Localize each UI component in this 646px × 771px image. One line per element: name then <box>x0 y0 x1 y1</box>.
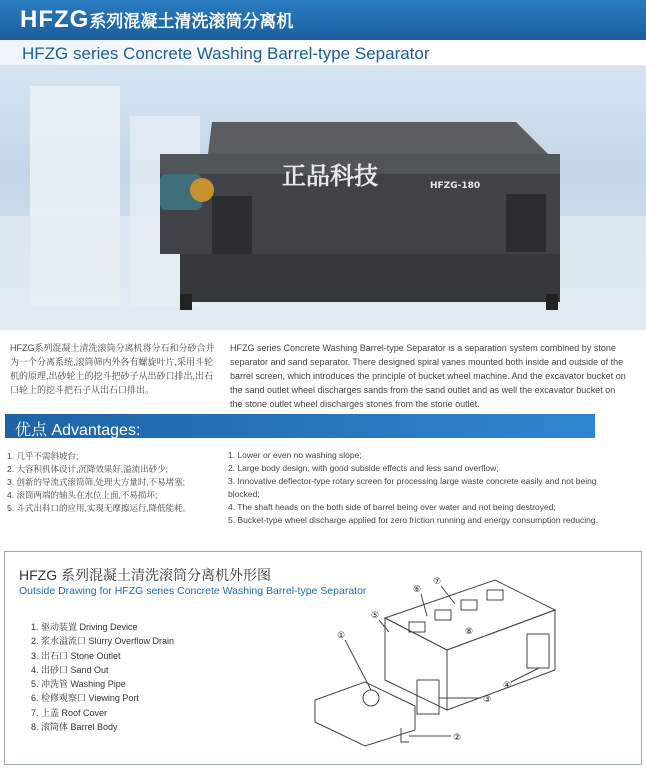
list-item: 2. 大容积机体设计,沉降效果好,溢流出砂少; <box>7 464 169 474</box>
barrel-side-face <box>447 610 555 710</box>
list-item: 1. Lower or even no washing slope; <box>228 450 362 460</box>
list-item: 5. Bucket-type wheel discharge applied for zero friction running and energy consumption reducing. <box>228 515 598 525</box>
machine-roof <box>208 122 548 154</box>
roof-cover-outline <box>385 580 555 650</box>
list-item: 5. 斗式出料口的应用,实现无摩擦运行,降低能耗。 <box>7 503 192 513</box>
outside-drawing-panel <box>4 551 642 765</box>
advantages-title: 优点 Advantages: <box>15 422 141 439</box>
drive-device-outline <box>363 690 379 706</box>
brand-logo-text: 正品科技 <box>282 162 378 190</box>
list-item: 3. Innovative deflector-type rotary screen for processing large waste concrete easily and not being blocked; <box>228 476 597 499</box>
list-item: 2. Large body design, with good subside effects and less sand overflow; <box>228 463 499 473</box>
drawing-title-cn: HFZG 系列混凝土清洗滚筒分离机外形图 <box>19 567 271 583</box>
callout-3: ③ <box>483 695 492 705</box>
drive-base-outline <box>315 682 415 746</box>
callout-8: ⑧ <box>465 627 474 637</box>
page-title-en: HFZG series Concrete Washing Barrel-type Separator <box>22 44 430 63</box>
separator-machine-illustration <box>0 66 646 330</box>
title-cn-text: 系列混凝土清洗滚筒分离机 <box>89 12 294 31</box>
legend-item: 7. 上盖 Roof Cover <box>31 707 108 718</box>
header-band <box>0 0 646 40</box>
machine-foot <box>546 294 558 310</box>
legend-item: 8. 滚筒体 Barrel Body <box>31 722 118 733</box>
legend-item: 6. 检修观察口 Viewing Port <box>31 693 139 704</box>
list-item: 1. 几乎不需斜坡台; <box>7 451 79 461</box>
callout-7: ⑦ <box>433 577 442 587</box>
model-plate: HFZG-180 <box>430 181 481 191</box>
viewing-port-outline <box>487 590 503 600</box>
viewing-port-outline <box>435 610 451 620</box>
sand-outlet-right <box>506 194 546 252</box>
leader-line <box>345 640 371 690</box>
advantages-list-cn <box>7 450 222 515</box>
viewing-port-outline <box>409 622 425 632</box>
page-title-cn <box>20 6 293 34</box>
callout-6: ⑥ <box>413 585 422 595</box>
list-item: 3. 创新的导流式滚筒筛,处理大方量时,不易堵塞; <box>7 477 186 487</box>
model-code: HFZG <box>20 6 90 33</box>
subtitle-strip <box>0 40 646 66</box>
sand-outlet-outline <box>527 634 549 668</box>
viewing-port-outline <box>461 600 477 610</box>
advantages-list-en <box>228 449 600 527</box>
leader-line <box>511 668 539 682</box>
product-photo <box>0 66 646 330</box>
overflow-drain-outline <box>401 728 409 742</box>
advantages-header <box>5 414 595 438</box>
list-item: 4. The shaft heads on the both side of barrel being over water and not being destroyed; <box>228 502 556 512</box>
legend-item: 3. 出石口 Stone Outlet <box>31 650 121 661</box>
legend-item: 4. 出砂口 Sand Out <box>31 664 109 675</box>
machine-foot <box>180 294 192 310</box>
callout-5: ⑤ <box>371 611 380 621</box>
callout-2: ② <box>453 733 462 743</box>
parts-legend <box>31 620 174 734</box>
drawing-title-en: Outside Drawing for HFZG series Concrete Washing Barrel-type Separator <box>19 585 367 597</box>
machine-lower-body <box>180 254 560 302</box>
stone-outlet-left <box>212 196 252 256</box>
list-item: 4. 滚筒两端的轴头在水位上面,不易损坏; <box>7 490 158 500</box>
leader-line <box>379 620 389 632</box>
intro-text-cn: HFZG系列混凝土清洗滚筒分离机将分石和分砂合并为一个分离系统,滚筒筛内外各有螺旋叶片,采用斗轮机的原理,出砂轮上的挖斗把砂子从出砂口排出,出石口轮上的挖斗把石子从出石口排出。 <box>10 343 215 395</box>
legend-item: 1. 驱动装置 Driving Device <box>31 622 138 632</box>
intro-text-en: HFZG series Concrete Washing Barrel-type Separator is a separation system combined by stone separator and sand separator. There designed spiral vanes mounted both inside and outside of the barrel screen, which introduces the principle of bucket wheel machine. And the excavator bucket on the sand outlet wheel discharges sands from the sand outlet and as well the excavator bucket on the stone outlet wheel discharges stones from the stone outlet. <box>230 343 626 409</box>
drive-pulley <box>190 178 214 202</box>
callout-4: ④ <box>503 681 512 691</box>
line-drawing <box>305 570 635 760</box>
legend-item: 5. 冲洗管 Washing Pipe <box>31 679 126 690</box>
legend-item: 2. 浆水溢流口 Slurry Overflow Drain <box>31 636 175 647</box>
callout-1: ① <box>337 631 346 641</box>
